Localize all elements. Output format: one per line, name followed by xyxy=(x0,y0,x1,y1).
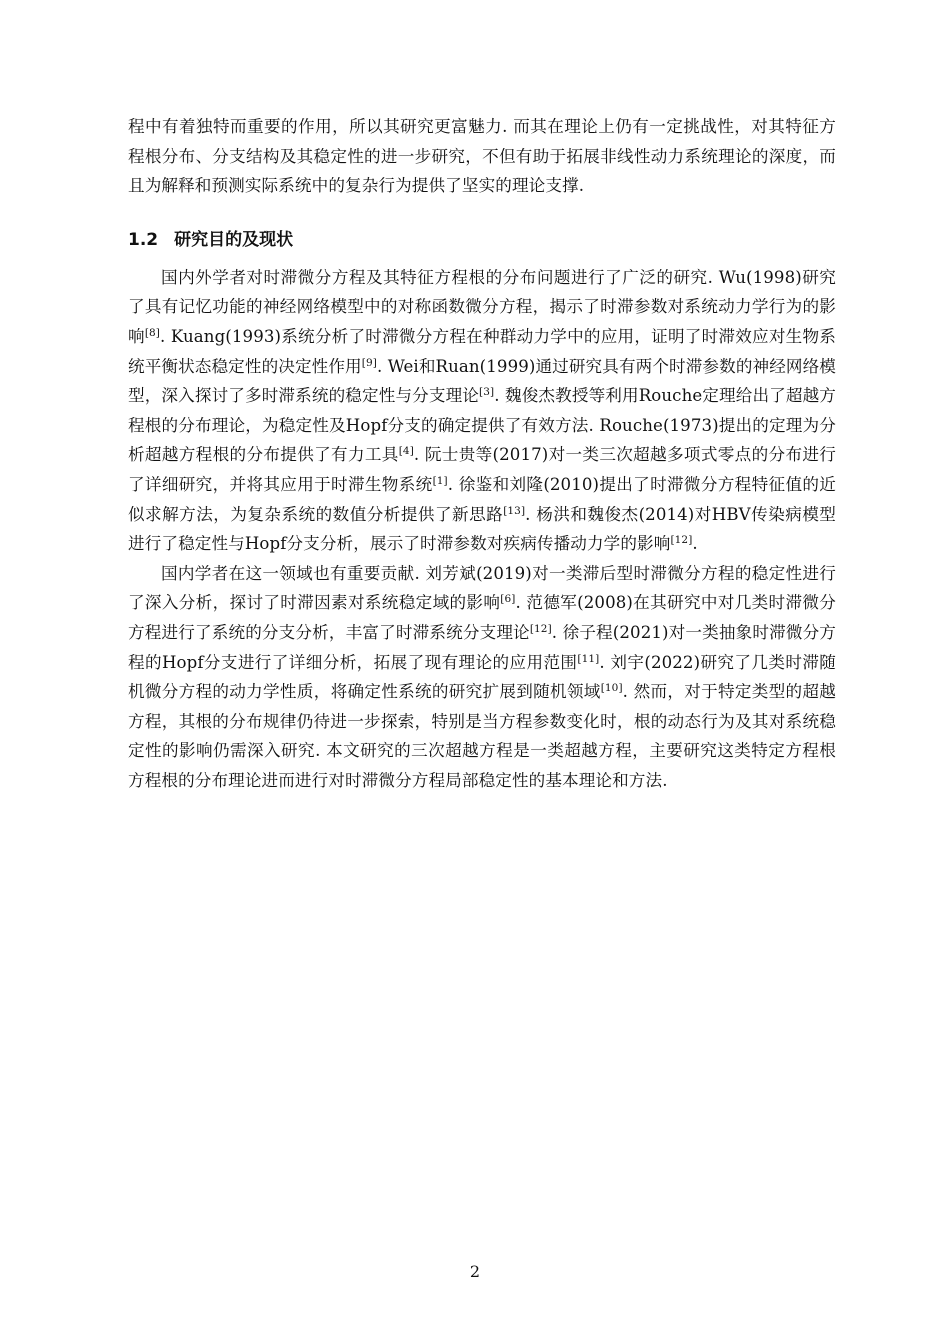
text-run: . Kuang(1993)系统分析了时滞微分方程在种群动力学中的应用，证明了时滞效应对生物系统平衡状态稳定性的决定性作用 xyxy=(128,326,836,376)
section-number: 1.2 xyxy=(128,229,159,250)
text-run: . 范德军(2008)在其研究中对几类时滞微分方程进行了系统的分支分析，丰富了时滞系统分支理论 xyxy=(128,593,836,642)
citation-ref: [6] xyxy=(500,593,516,606)
citation-ref: [3] xyxy=(479,386,495,399)
text-run: . 徐子程(2021)对一类抽象时滞微分方程的Hopf分支进行了详细分析，拓展了现有理论的应用范围 xyxy=(128,622,836,672)
paragraph-domestic-contributions xyxy=(128,559,836,796)
text-run: . 阮士贵等(2017)对一类三次超越多项式零点的分布进行了详细研究，并将其应用于时滞生物系统 xyxy=(128,445,836,494)
section-title: 研究目的及现状 xyxy=(174,229,294,250)
citation-ref: [10] xyxy=(600,682,623,695)
intro-paragraph: 程中有着独特而重要的作用，所以其研究更富魅力. 而其在理论上仍有一定挑战性，对其特征方程根分布、分支结构及其稳定性的进一步研究，不但有助于拓展非线性动力系统理论的深度，而且为解释和预测实际系统中的复杂行为提供了坚实的理论支撑. xyxy=(128,117,836,196)
citation-ref: [13] xyxy=(503,504,526,517)
text-run: . 杨洪和魏俊杰(2014)对HBV传染病模型进行了稳定性与Hopf分支分析，展示了时滞参数对疾病传播动力学的影响 xyxy=(128,504,836,554)
text-run: . xyxy=(692,534,698,554)
text-run: . 徐鉴和刘隆(2010)提出了时滞微分方程特征值的近似求解方法，为复杂系统的数值分析提供了新思路 xyxy=(128,474,836,524)
page-content xyxy=(128,112,836,795)
citation-ref: [1] xyxy=(432,474,448,487)
citation-ref: [12] xyxy=(529,622,552,635)
text-run: 国内学者在这一领域也有重要贡献. 刘芳斌(2019)对一类滞后型时滞微分方程的稳定性进行了深入分析，探讨了时滞因素对系统稳定域的影响 xyxy=(128,563,836,613)
page-number: 2 xyxy=(469,1262,481,1281)
citation-ref: [12] xyxy=(670,534,693,547)
text-run: . 然而，对于特定类型的超越方程，其根的分布规律仍待进一步探索，特别是当方程参数变化时，根的动态行为及其对系统稳定性的影响仍需深入研究. 本文研究的三次超越方程是一类超越方程，主要研究这类特定方程根方程根的分布理论进而进行对时滞微分方程局部稳定性的基本理论和方法. xyxy=(128,682,836,790)
citation-ref: [9] xyxy=(361,356,377,369)
paragraph-research-survey xyxy=(128,263,836,559)
citation-ref: [11] xyxy=(577,652,600,665)
citation-ref: [8] xyxy=(144,326,161,339)
citation-ref: [4] xyxy=(398,445,414,458)
section-heading xyxy=(128,226,836,254)
text-run: . 魏俊杰教授等利用Rouche定理给出了超越方程根的分布理论，为稳定性及Hopf分支的确定提供了有效方法. Rouche(1973)提出的定理为分析超越方程根的分布提供了有力工具 xyxy=(128,386,837,465)
text-run: . Wei和Ruan(1999)通过研究具有两个时滞参数的神经网络模型，深入探讨了多时滞系统的稳定性与分支理论 xyxy=(128,356,836,406)
text-run: . 刘宇(2022)研究了几类时滞随机微分方程的动力学性质，将确定性系统的研究扩展到随机领域 xyxy=(128,652,836,702)
text-run: 国内外学者对时滞微分方程及其特征方程根的分布问题进行了广泛的研究. Wu(1998)研究了具有记忆功能的神经网络模型中的对称函数微分方程，揭示了时滞参数对系统动力学行为的影响 xyxy=(128,267,836,346)
